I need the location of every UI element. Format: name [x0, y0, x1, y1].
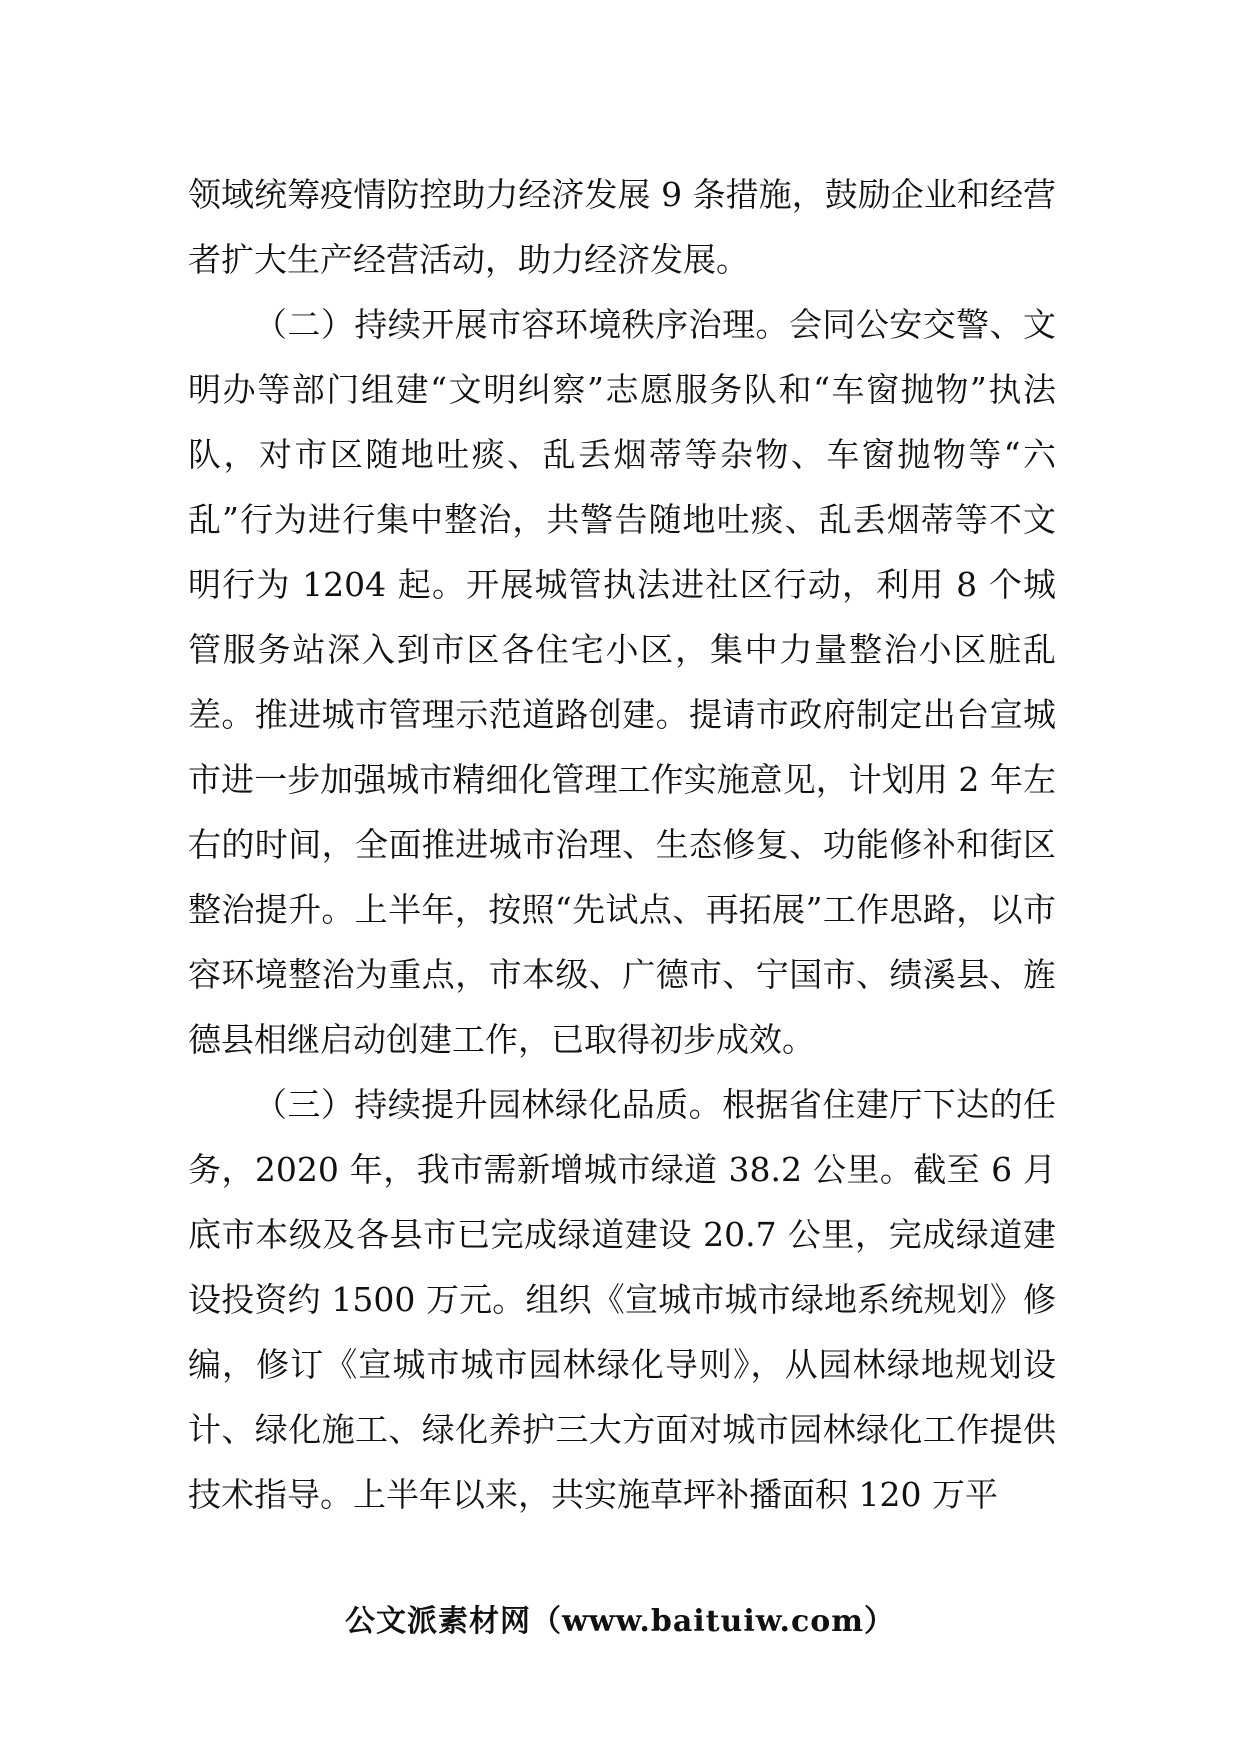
paragraph-city-appearance: （二）持续开展市容环境秩序治理。会同公安交警、文明办等部门组建“文明纠察”志愿服务队和“车窗抛物”执法队，对市区随地吐痰、乱丢烟蒂等杂物、车窗抛物等“六乱”行为进行集中整治，共警告随地吐痰、乱丢烟蒂等不文明行为 1204 起。开展城管执法进社区行动，利用 8 个城管服务站深入到市区各住宅小区，集中力量整治小区脏乱差。推进城市管理示范道路创建。提请市政府制定出台宣城市进一步加强城市精细化管理工作实施意见，计划用 2 年左右的时间，全面推进城市治理、生态修复、功能修补和街区整治提升。上半年，按照“先试点、再拓展”工作思路，以市容环境整治为重点，市本级、广德市、宁国市、绩溪县、旌德县相继启动创建工作，已取得初步成效。 [188, 305, 1056, 1059]
paragraph-continuation: 领域统筹疫情防控助力经济发展 9 条措施，鼓励企业和经营者扩大生产经营活动，助力经济发展。 [188, 175, 1056, 279]
paragraph-landscaping: （三）持续提升园林绿化品质。根据省住建厅下达的任务，2020 年，我市需新增城市绿道 38.2 公里。截至 6 月底市本级及各县市已完成绿道建设 20.7 公里，完成绿道建设投资约 1500 万元。组织《宣城市城市绿地系统规划》修编，修订《宣城市城市园林绿化导则》，从园林绿地规划设计、绿化施工、绿化养护三大方面对城市园林绿化工作提供技术指导。上半年以来，共实施草坪补播面积 120 万平 [188, 1085, 1056, 1514]
page-footer-watermark: 公文派素材网（www.baituiw.com） [344, 1604, 896, 1639]
document-body [188, 162, 1056, 1527]
